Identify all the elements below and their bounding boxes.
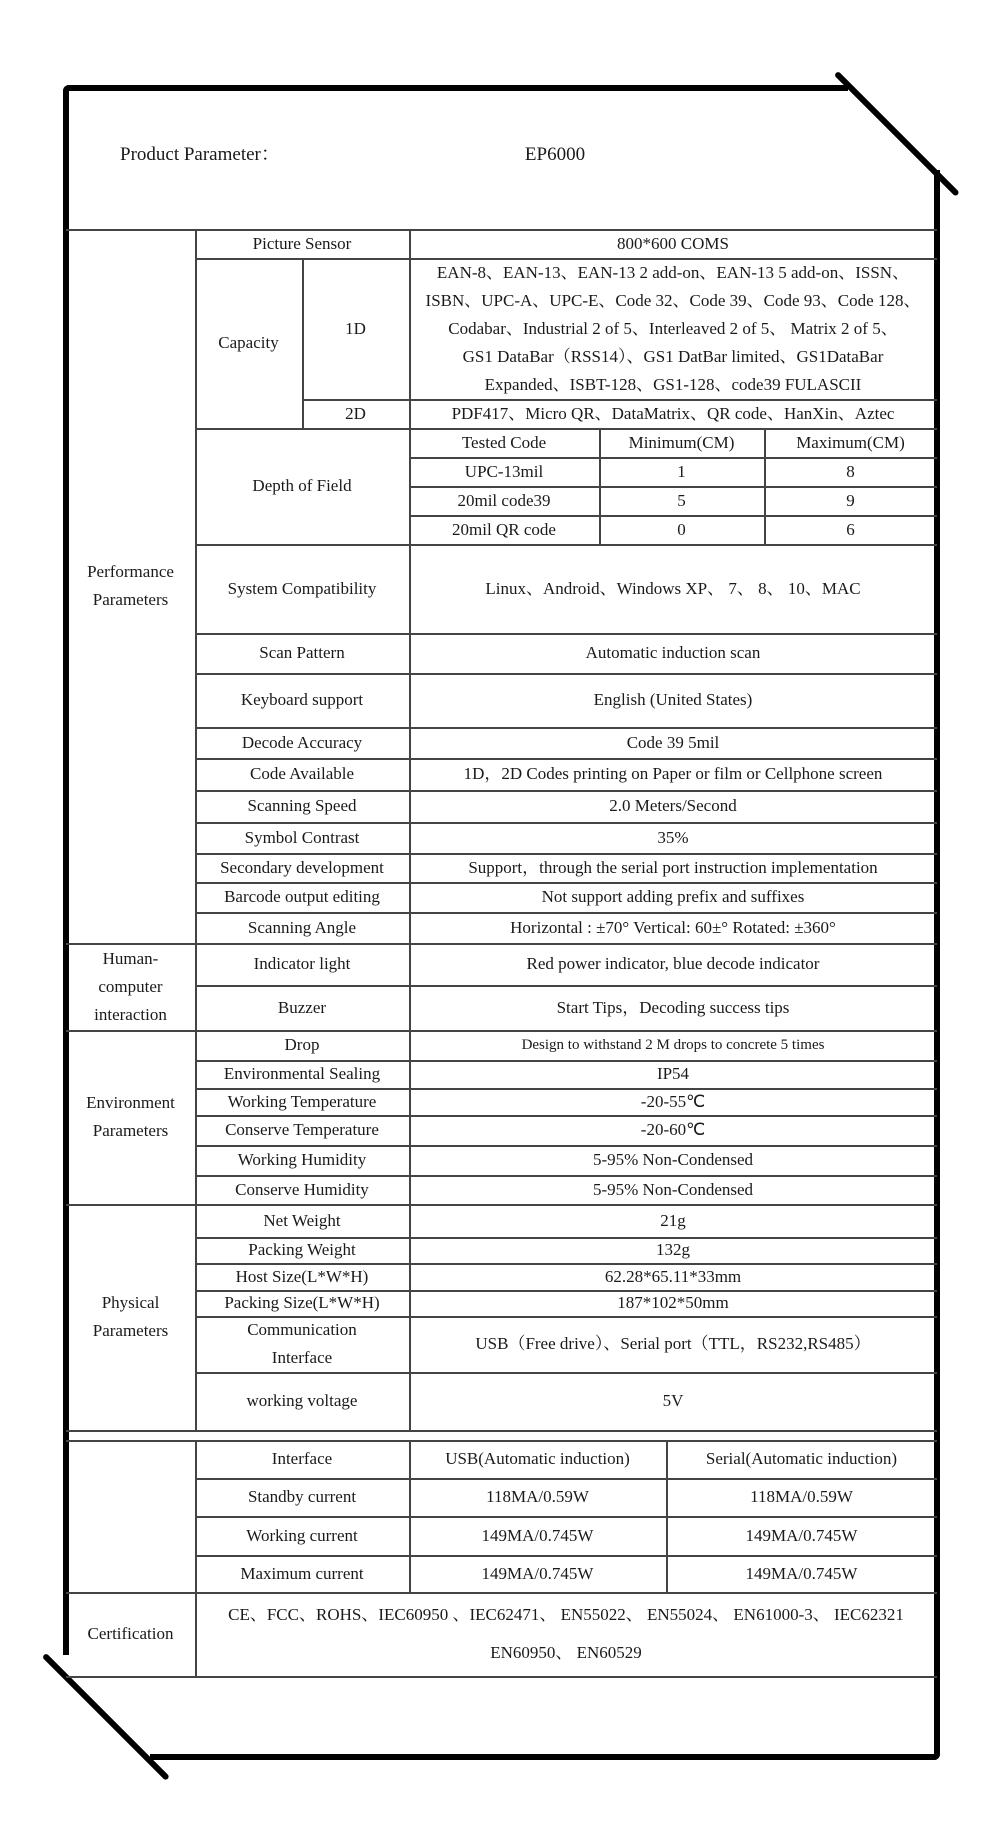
label-2d: 2D bbox=[345, 403, 366, 423]
group-environment-parameters: Environment Parameters bbox=[86, 1093, 175, 1140]
spec-label: Buzzer bbox=[277, 997, 327, 1017]
label-capacity: Capacity bbox=[218, 333, 279, 352]
spec-label: Indicator light bbox=[253, 954, 351, 973]
depth-cell: 20mil QR code bbox=[452, 519, 556, 539]
depth-cell: 20mil code39 bbox=[457, 490, 551, 510]
power-header: Interface bbox=[271, 1449, 333, 1468]
text-line: ISBN、UPC-A、UPC-E、Code 32、Code 39、Code 93、Code 128、 bbox=[425, 290, 921, 310]
spec-value: 132g bbox=[656, 1240, 690, 1259]
depth-cell: 9 bbox=[846, 490, 855, 510]
value-2d-symbologies: PDF417、Micro QR、DataMatrix、QR code、HanXin、Aztec bbox=[451, 403, 895, 423]
depth-header: Tested Code bbox=[461, 432, 547, 452]
spec-value: Start Tips，Decoding success tips bbox=[556, 997, 790, 1017]
spec-value: -20-60℃ bbox=[640, 1120, 706, 1139]
label-certification: Certification bbox=[87, 1624, 174, 1643]
table-bottom-border bbox=[66, 1676, 937, 1678]
spec-value: Design to withstand 2 M drops to concrete 5 times bbox=[521, 1037, 825, 1053]
power-cell: 118MA/0.59W bbox=[750, 1487, 853, 1506]
power-cell: 149MA/0.745W bbox=[745, 1563, 858, 1583]
text-line: GS1 DataBar（RSS14）、GS1 DatBar limited、GS1DataBar bbox=[462, 346, 884, 366]
depth-cell: UPC-13mil bbox=[464, 461, 544, 481]
spec-value: IP54 bbox=[656, 1064, 690, 1083]
power-cell: Working current bbox=[246, 1525, 358, 1545]
spec-label: Barcode output editing bbox=[224, 887, 380, 906]
spec-label: Environmental Sealing bbox=[223, 1064, 381, 1083]
spec-value: -20-55℃ bbox=[640, 1091, 706, 1111]
spec-label: Scanning Speed bbox=[247, 796, 357, 815]
spec-value: 1D，2D Codes printing on Paper or film or Cellphone screen bbox=[463, 764, 883, 783]
depth-header: Maximum(CM) bbox=[796, 432, 905, 452]
corner-slash-top-right bbox=[834, 71, 960, 197]
frame-bottom bbox=[150, 1754, 940, 1760]
power-header: USB(Automatic induction) bbox=[445, 1449, 630, 1468]
spec-label: Scanning Angle bbox=[247, 917, 357, 937]
power-cell: 149MA/0.745W bbox=[481, 1563, 594, 1583]
spec-label: Packing Weight bbox=[248, 1240, 356, 1259]
group-physical-parameters: Physical Parameters bbox=[92, 1293, 169, 1340]
depth-cell: 8 bbox=[846, 461, 855, 481]
spec-value: Linux、Android、Windows XP、 7、 8、 10、MAC bbox=[485, 578, 861, 598]
spec-label: Working Temperature bbox=[227, 1091, 377, 1111]
depth-header: Minimum(CM) bbox=[628, 432, 735, 452]
spec-label: Keyboard support bbox=[240, 690, 364, 709]
spec-label: Packing Size(L*W*H) bbox=[224, 1293, 380, 1312]
group-performance-parameters: Performance Parameters bbox=[87, 562, 174, 609]
row-divider bbox=[195, 985, 937, 987]
spec-value: 21g bbox=[660, 1210, 686, 1230]
spec-label: Drop bbox=[284, 1035, 320, 1054]
spec-value: Support，through the serial port instruction implementation bbox=[468, 857, 878, 877]
label-picture-sensor: Picture Sensor bbox=[252, 233, 352, 253]
spec-label: Symbol Contrast bbox=[244, 827, 360, 847]
spec-value: USB（Free drive）、Serial port（TTL，RS232,RS485） bbox=[475, 1334, 871, 1353]
frame-top bbox=[63, 85, 848, 91]
spec-label: Conserve Temperature bbox=[225, 1120, 379, 1139]
text-line: EN60950、 EN60529 bbox=[490, 1643, 642, 1662]
text-line: Expanded、ISBT-128、GS1-128、code39 FULASCII bbox=[484, 374, 862, 394]
spec-label: working voltage bbox=[246, 1391, 358, 1410]
depth-cell: 5 bbox=[677, 490, 686, 510]
spec-value: 187*102*50mm bbox=[617, 1293, 729, 1312]
depth-cell: 1 bbox=[677, 461, 686, 481]
spec-value: Horizontal : ±70° Vertical: 60±° Rotated: ±360° bbox=[510, 917, 836, 937]
spec-label: Code Available bbox=[249, 764, 355, 783]
header-label: Product Parameter： bbox=[120, 144, 280, 165]
value-certification bbox=[195, 1592, 937, 1676]
spec-label: Working Humidity bbox=[237, 1150, 367, 1169]
spec-label: Communication Interface bbox=[247, 1320, 357, 1367]
model-name: EP6000 bbox=[524, 144, 586, 165]
spec-value: Red power indicator, blue decode indicator bbox=[526, 954, 820, 973]
spec-value: Not support adding prefix and suffixes bbox=[541, 887, 805, 906]
text-line: EAN-8、EAN-13、EAN-13 2 add-on、EAN-13 5 add-on、ISSN、 bbox=[436, 262, 910, 282]
spec-value: 5V bbox=[662, 1391, 684, 1410]
spec-label: Scan Pattern bbox=[259, 643, 345, 662]
group-divider bbox=[66, 1430, 937, 1432]
power-cell: Standby current bbox=[247, 1487, 357, 1506]
value-1d-symbologies bbox=[409, 258, 937, 399]
depth-cell: 6 bbox=[846, 519, 855, 539]
value-picture-sensor: 800*600 COMS bbox=[617, 233, 729, 253]
spec-label: Host Size(L*W*H) bbox=[235, 1266, 369, 1286]
label-1d: 1D bbox=[345, 318, 366, 338]
spec-value: 35% bbox=[657, 827, 689, 847]
label-depth-of-field: Depth of Field bbox=[252, 476, 352, 495]
spec-value: 5-95% Non-Condensed bbox=[592, 1179, 754, 1199]
depth-cell: 0 bbox=[677, 519, 686, 539]
power-cell: 118MA/0.59W bbox=[486, 1487, 589, 1506]
spec-label: Secondary development bbox=[220, 857, 384, 877]
spec-label: Net Weight bbox=[263, 1210, 341, 1230]
power-header: Serial(Automatic induction) bbox=[705, 1449, 898, 1468]
spec-value: English (United States) bbox=[593, 690, 753, 709]
spec-value: 62.28*65.11*33mm bbox=[604, 1266, 742, 1286]
text-line: Codabar、Industrial 2 of 5、Interleaved 2 of 5、 Matrix 2 of 5、 bbox=[448, 318, 898, 338]
power-cell: Maximum current bbox=[240, 1563, 364, 1583]
spec-label: Decode Accuracy bbox=[241, 732, 363, 752]
spec-value: Automatic induction scan bbox=[585, 643, 761, 662]
spec-value: 5-95% Non-Condensed bbox=[592, 1150, 754, 1169]
text-line: CE、FCC、ROHS、IEC60950 、IEC62471、 EN55022、 EN55024、 EN61000-3、 IEC62321 bbox=[228, 1605, 904, 1624]
power-cell: 149MA/0.745W bbox=[745, 1525, 858, 1545]
spec-label: System Compatibility bbox=[227, 578, 377, 598]
spec-label: Conserve Humidity bbox=[235, 1179, 369, 1199]
spec-value: 2.0 Meters/Second bbox=[609, 796, 737, 815]
power-cell: 149MA/0.745W bbox=[481, 1525, 594, 1545]
group-human-computer-interaction: Human-computer interaction bbox=[94, 948, 167, 1024]
spec-value: Code 39 5mil bbox=[626, 732, 720, 752]
